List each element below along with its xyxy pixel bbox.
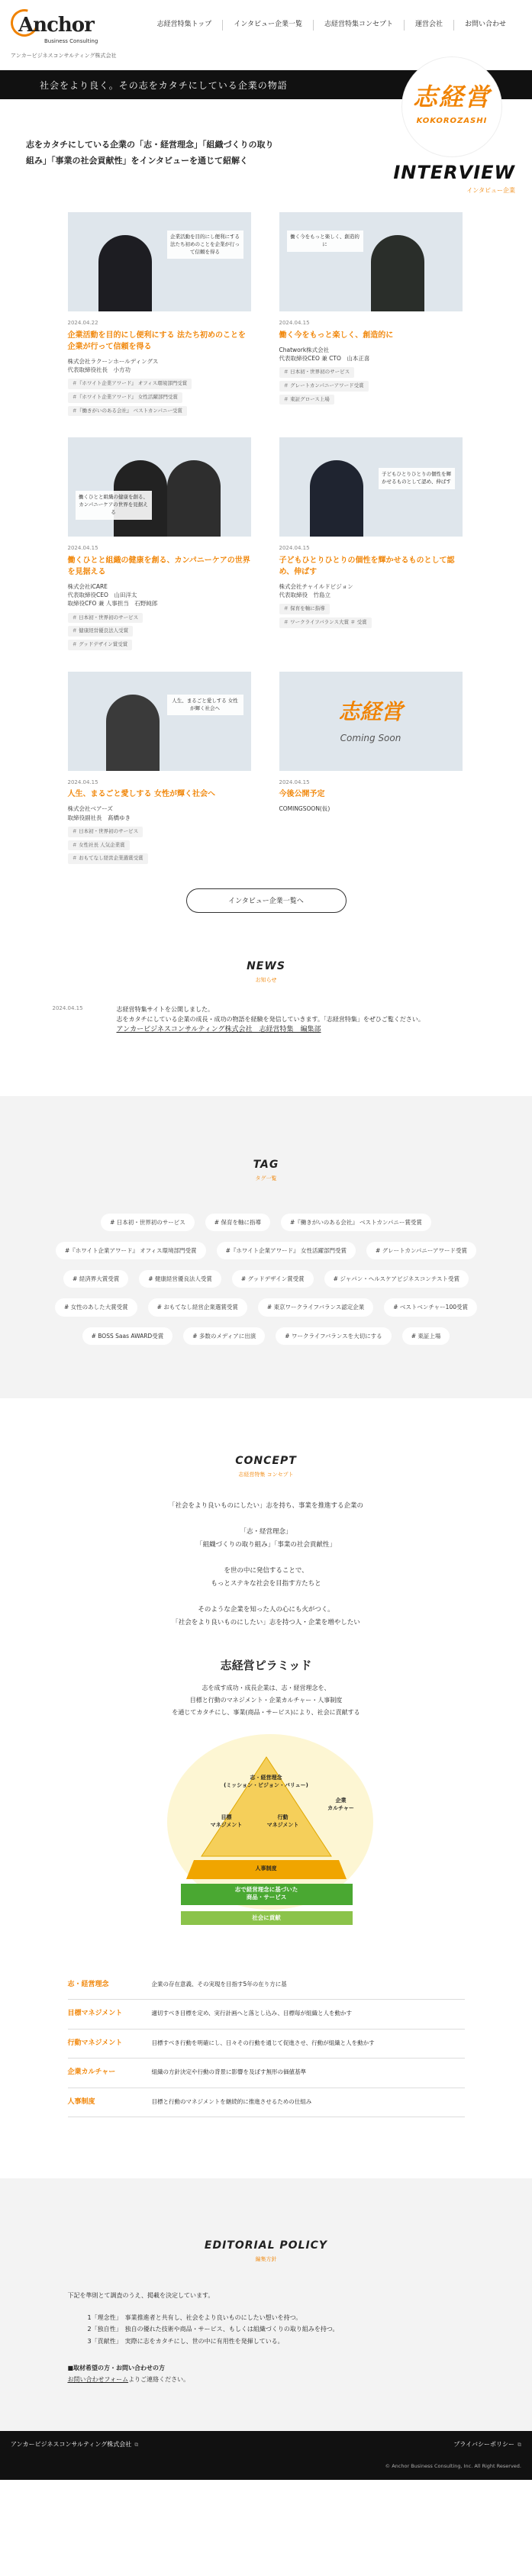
definition-value: 目標と行動のマネジメントを継続的に推進させるための仕組み	[151, 2097, 312, 2105]
intro-text: 志をカタチにしている企業の「志・経営理念」「組織づくりの取り組み」「事業の社会貢献性」をインタビューを通じて紹解く	[26, 140, 274, 166]
news-link[interactable]: アンカービジネスコンサルティング株式会社 志経営特集 編集部	[116, 1025, 321, 1033]
tag-pill[interactable]: # 多数のメディアに出演	[183, 1327, 265, 1345]
concept-title-jp: 志経営特集 コンセプト	[238, 1471, 294, 1478]
card-tag[interactable]: ＃ 東証グロース上場	[279, 395, 334, 405]
card-tag[interactable]: ＃ ワークライフバランス大賞 ＃ 受賞	[279, 617, 372, 628]
news-section	[0, 959, 532, 1035]
news-title-en: NEWS	[247, 960, 285, 972]
contact-title: ■取材希望の方・お問い合わせの方	[67, 2364, 166, 2371]
card-date: 2024.04.15	[279, 545, 310, 552]
nav-company[interactable]: 運営会社	[404, 20, 453, 31]
card-photo-caption: 子どもひとりひとりの個性を輝かせるものとして認め、伸ばす	[379, 468, 455, 489]
tag-pill[interactable]: # 東証上場	[402, 1327, 450, 1345]
card-tag[interactable]: ＃ グッドデザイン賞受賞	[68, 640, 133, 650]
interview-list-button[interactable]: インタビュー企業一覧へ	[186, 888, 347, 913]
tag-section	[0, 1096, 532, 1398]
tag-pill[interactable]: #『ホワイト企業アワード』 女性活躍部門受賞	[217, 1242, 356, 1259]
card-photo[interactable]	[279, 212, 463, 311]
card-tag[interactable]: ＃ 日本初・世界初のサービス	[68, 827, 143, 837]
pyramid-shape	[152, 1734, 381, 1940]
definition-key: 行動マネジメント	[67, 2039, 123, 2047]
definition-key: 志・経営理念	[67, 1980, 109, 1988]
editorial-title-en: EDITORIAL POLICY	[204, 2239, 328, 2252]
editorial-criterion: 3「貢献性」 実際に志をカタチにし、世の中に有用性を発揮している。	[87, 2337, 284, 2345]
card-title[interactable]: 企業活動を目的にし便利にする 法たち初めのことを企業が行って信頼を得る	[67, 330, 246, 351]
editorial-body	[68, 2290, 465, 2385]
coming-soon-image	[279, 672, 463, 771]
card-tag[interactable]: ＃ おもてなし経営企業選賞受賞	[68, 853, 148, 864]
news-text: 志経営特集サイトを公開しました。 志をカタチにしている企業の成長・成功の物語を経験を発信していきます。「志経営特集」をぜひご覧ください。	[116, 1005, 424, 1024]
global-nav	[147, 20, 517, 31]
pyramid-label-society: 社会に貢献	[181, 1911, 353, 1925]
interview-card-grid	[68, 212, 465, 864]
interview-card[interactable]	[279, 212, 465, 416]
definition-key: 目標マネジメント	[67, 2010, 123, 2018]
editorial-policy-section	[0, 2178, 532, 2431]
card-tags	[68, 613, 253, 650]
logo-text: Anchor	[18, 14, 94, 37]
tag-pill[interactable]: # BOSS Saas AWARD受賞	[82, 1327, 173, 1345]
tag-pill[interactable]: # ベストベンチャー100受賞	[384, 1298, 477, 1316]
tag-pill[interactable]: #『働きがいのある会社』 ベストカンパニー賞受賞	[281, 1214, 431, 1231]
tag-title-jp: タグ一覧	[255, 1175, 277, 1182]
logo-company-name: アンカービジネスコンサルティング株式会社	[11, 53, 117, 59]
tag-pill[interactable]: # ワークライフバランスを大切にする	[276, 1327, 391, 1345]
definition-row	[68, 2000, 465, 2030]
card-company: 株式会社ラクーンホールディングス 代表取締役社長 小方功	[67, 357, 159, 373]
definition-value: 適切すべき目標を定め、実行計画へと落とし込み、目標毎が組織と人を動かす	[151, 2010, 352, 2017]
tag-pill[interactable]: # ジャパン・ヘルスケアビジネスコンテスト受賞	[324, 1270, 469, 1288]
definition-key: 企業カルチャー	[67, 2068, 116, 2077]
concept-text: 「社会をより良いものにしたい」志を持ち、事業を推進する企業の 「志・経営理念」 「組織づくりの取り組み」「事業の社会貢献性」 を世の中に発信することで、 もっとステキな社会を目指す方たちと そのような企業を知った人の心にも火がつく。 「社会をより良いものにしたい」志を持つ人・企業を増やしたい	[168, 1502, 363, 1627]
card-photo-caption: 人生、まるごと愛しする 女性が輝く社会へ	[167, 695, 243, 716]
pyramid-label-goal: 目標 マネジメント	[210, 1814, 243, 1829]
card-tag[interactable]: ＃ グレートカンパニーアワード受賞	[279, 381, 369, 392]
tag-pill[interactable]: # グレートカンパニーアワード受賞	[366, 1242, 476, 1259]
card-tags	[68, 827, 253, 864]
definition-row	[68, 2088, 465, 2118]
card-date: 2024.04.15	[67, 779, 98, 785]
news-item	[53, 1004, 480, 1036]
card-date: 2024.04.22	[67, 320, 98, 326]
nav-contact[interactable]: お問い合わせ	[453, 20, 517, 31]
interview-card[interactable]	[279, 437, 465, 650]
tag-cloud	[37, 1214, 495, 1345]
nav-interview-list[interactable]: インタビュー企業一覧	[222, 20, 313, 31]
tag-pill[interactable]: # 東京ワークライフバランス認定企業	[258, 1298, 373, 1316]
card-company: 株式会社チャイルドビジョン 代表取締役 竹島立	[279, 582, 353, 598]
card-title[interactable]: 働くひとと組織の健康を創る、カンパニーケアの世界を見据える	[67, 556, 250, 576]
brand-kanji: 志経営	[412, 82, 491, 111]
definition-key: 人事制度	[67, 2097, 95, 2106]
card-company: 株式会社ベアーズ 取締役副社長 髙橋ゆき	[67, 805, 131, 821]
privacy-policy-link[interactable]	[453, 2440, 521, 2449]
pyramid-label-hr: 人事制度	[255, 1865, 277, 1872]
interview-card[interactable]	[68, 437, 253, 650]
card-title[interactable]: 子どもひとりひとりの個性を輝かせるものとして認め、伸ばす	[279, 556, 455, 576]
interview-title-en: INTERVIEW	[393, 162, 515, 183]
pyramid-definitions	[68, 1971, 465, 2118]
person-image	[167, 460, 221, 537]
interview-title-jp: インタビュー企業	[466, 187, 515, 194]
contact-line	[68, 2374, 465, 2385]
brand-romaji: KOKOROZASHI	[416, 117, 488, 125]
card-tag[interactable]: ＃ 保育を軸に指導	[279, 604, 330, 614]
person-image	[106, 695, 160, 771]
pyramid-diagram	[152, 1734, 381, 1940]
card-photo-caption: 企業活動を目的にし便利にする法たち初めのことを企業が行って信頼を得る	[167, 231, 243, 259]
contact-suffix: よりご連絡ください。	[128, 2375, 190, 2383]
news-date: 2024.04.15	[52, 1004, 83, 1011]
pyramid-label-action: 行動 マネジメント	[266, 1814, 299, 1829]
privacy-policy-label: プライバシーポリシー	[453, 2441, 514, 2449]
card-tag[interactable]: ＃『働きがいのある会社』 ベストカンパニー受賞	[68, 406, 187, 417]
card-tag[interactable]: ＃ 健康経営優良法人受賞	[68, 626, 134, 637]
card-photo[interactable]	[68, 672, 251, 771]
card-company: COMINGSOON(仮)	[279, 805, 330, 813]
tag-pill[interactable]: # 経済界大賞受賞	[63, 1270, 128, 1288]
copyright: © Anchor Business Consulting, Inc. All Right Reserved.	[385, 2463, 521, 2470]
definition-row	[68, 2030, 465, 2059]
editorial-criterion: 2「独自性」 独自の優れた技術や商品・サービス、もしくは組織づくりの取り組みを持つ。	[87, 2326, 339, 2333]
tag-title-en: TAG	[253, 1159, 279, 1172]
person-image	[371, 235, 424, 311]
card-company: Chatwork株式会社 代表取締役CEO 兼 CTO 山本正喜	[279, 346, 370, 362]
editorial-criteria	[88, 2312, 465, 2347]
card-date: 2024.04.15	[279, 320, 310, 326]
concept-section	[0, 1398, 532, 2118]
footer-company-link[interactable]	[11, 2440, 138, 2449]
tag-pill[interactable]: # 健康経営優良法人受賞	[139, 1270, 221, 1288]
card-title[interactable]: 人生、まるごと愛しする 女性が輝く社会へ	[67, 790, 215, 799]
coming-soon-kanji: 志経営	[338, 698, 403, 724]
tag-pill[interactable]: # グッドデザイン賞受賞	[232, 1270, 314, 1288]
nav-concept[interactable]: 志経営特集コンセプト	[313, 20, 404, 31]
footer-company-label: アンカービジネスコンサルティング株式会社	[11, 2441, 132, 2449]
external-link-icon: ⧉	[134, 2442, 139, 2449]
pyramid-label-product: 志で経営理念に基づいた 商品・サービス	[181, 1884, 353, 1905]
card-title: 今後公開予定	[279, 790, 325, 799]
card-photo-caption: 働くひとと組織の健康を創る、カンパニーケアの世界を見据える	[76, 491, 152, 519]
card-date: 2024.04.15	[279, 779, 310, 785]
card-company: 株式会社iCARE 代表取締役CEO 山田洋太 取締役CFO 兼 人事担当 石野純郎	[67, 582, 158, 608]
card-tag[interactable]: ＃ 女性社長 人気企業賞	[68, 840, 130, 851]
pyramid-label-culture: 企業 カルチャー	[327, 1797, 354, 1812]
tag-pill[interactable]: # おもてなし経営企業選賞受賞	[148, 1298, 247, 1316]
site-footer	[0, 2431, 532, 2480]
definition-value: 企業の存在意義、その実現を目指す5年の在り方に基	[151, 1980, 287, 1988]
tag-pill[interactable]: # 保育を軸に指導	[205, 1214, 270, 1231]
nav-top[interactable]: 志経営特集トップ	[156, 21, 212, 28]
card-tag[interactable]: ＃ 日本初・世界初のサービス	[68, 613, 143, 624]
card-tags	[279, 604, 465, 628]
logo-subtext: Business Consulting	[44, 38, 98, 44]
news-title-jp: お知らせ	[255, 977, 277, 983]
tag-pill[interactable]: # 女性のあした大賞受賞	[55, 1298, 137, 1316]
site-logo[interactable]	[11, 9, 117, 59]
card-tag[interactable]: ＃『ホワイト企業アワード』 女性活躍部門受賞	[68, 392, 182, 403]
card-date: 2024.04.15	[67, 545, 98, 552]
card-tag[interactable]: ＃『ホワイト企業アワード』 オフィス環境部門受賞	[68, 379, 192, 389]
contact-form-link[interactable]: お問い合わせフォーム	[67, 2375, 129, 2383]
person-image	[98, 235, 152, 311]
site-header	[0, 0, 532, 125]
card-photo[interactable]	[279, 437, 463, 537]
pyramid-label-philosophy: 志・経営理念 (ミッション・ビジョン・バリュー)	[224, 1774, 308, 1789]
interview-card[interactable]	[68, 212, 253, 416]
card-photo[interactable]	[68, 212, 251, 311]
card-title[interactable]: 働く今をもっと楽しく、創造的に	[279, 330, 394, 340]
tag-pill[interactable]: #『ホワイト企業アワード』 オフィス環境部門受賞	[56, 1242, 206, 1259]
definition-value: 組織の方針決定や行動の背景に影響を及ぼす無形の価値基準	[151, 2068, 306, 2076]
pyramid-text: 志を成す成功・成長企業は、志・経営理念を、 目標と行動のマネジメント・企業カルチャー・人事制度 を通じてカタチにし、事業(商品・サービス)により、社会に貢献する	[172, 1684, 360, 1716]
editorial-criterion: 1「理念性」 事業推進者と共有し、社会をより良いものにしたい想いを持つ。	[87, 2314, 302, 2322]
card-photo[interactable]	[68, 437, 251, 537]
definition-row	[68, 2059, 465, 2088]
brand-emblem	[402, 57, 501, 156]
pyramid-title: 志経営ピラミッド	[220, 1659, 312, 1673]
card-tags	[279, 367, 465, 405]
person-image	[310, 460, 363, 537]
card-photo-caption: 働く今をもっと楽しく、創造的に	[287, 231, 363, 252]
tag-pill[interactable]: # 日本初・世界初のサービス	[101, 1214, 195, 1231]
interview-heading	[393, 159, 515, 195]
interview-card-coming-soon	[279, 672, 465, 864]
concept-title-en: CONCEPT	[235, 1454, 297, 1467]
tagline-text: 社会をより良く。その志をカタチにしている企業の物語	[40, 80, 288, 91]
editorial-lead: 下記を準則とて調査のうえ、掲載を決定しています。	[67, 2291, 214, 2299]
definition-value: 目標すべき行動を明確にし、日々その行動を通じて促進させ、行動が組織と人を動かす	[151, 2039, 375, 2046]
coming-soon-text: Coming Soon	[340, 732, 401, 743]
card-tags	[68, 379, 253, 416]
external-link-icon: ⧉	[517, 2442, 521, 2449]
definition-row	[68, 1971, 465, 2001]
editorial-title-jp: 編集方針	[255, 2256, 277, 2263]
interview-card[interactable]	[68, 672, 253, 864]
card-tag[interactable]: ＃ 日本初・世界初のサービス	[279, 367, 355, 378]
